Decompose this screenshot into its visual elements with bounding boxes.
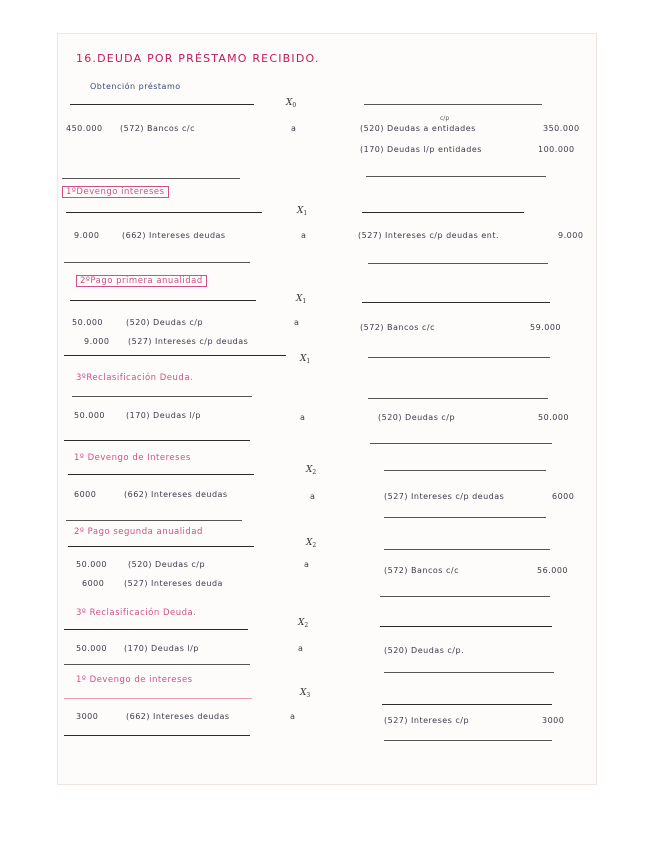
credit-amount: 9.000 [558, 231, 584, 240]
credit-account: (572) Bancos c/c [360, 323, 436, 332]
connector-a: a [301, 231, 307, 240]
section-heading: 2ºPago primera anualidad [76, 276, 207, 286]
debit-account: (572) Bancos c/c [120, 124, 196, 133]
rule-line [362, 302, 550, 303]
section-heading: 3ºReclasificación Deuda. [76, 373, 194, 383]
entry-mark: $X_0$ [286, 98, 297, 109]
credit-account: (527) Intereses c/p [384, 716, 470, 725]
rule-line [370, 443, 552, 444]
debit-amount: 6000 [74, 490, 97, 499]
debit-account: (520) Deudas c/p [126, 318, 204, 327]
rule-line [68, 474, 254, 475]
connector-a: a [291, 124, 297, 133]
credit-amount: 3000 [542, 716, 565, 725]
rule-line [362, 212, 524, 213]
debit-amount: 450.000 [66, 124, 103, 133]
debit-amount: 9.000 [74, 231, 100, 240]
credit-amount: 100.000 [538, 145, 575, 154]
debit-amount: 6000 [82, 579, 105, 588]
rule-line [64, 629, 248, 630]
rule-line [62, 178, 240, 179]
rule-line [66, 520, 242, 521]
rule-line [64, 262, 250, 263]
connector-a: a [304, 560, 310, 569]
rule-line [72, 396, 252, 397]
rule-line [384, 470, 546, 471]
credit-amount: 350.000 [543, 124, 580, 133]
credit-account: (520) Deudas c/p [378, 413, 456, 422]
debit-amount: 3000 [76, 712, 99, 721]
rule-line [366, 176, 546, 177]
rule-line [64, 664, 250, 665]
credit-account: (527) Intereses c/p deudas ent. [358, 231, 500, 240]
debit-account: (662) Intereses deudas [126, 712, 230, 721]
credit-amount: 56.000 [537, 566, 568, 575]
credit-amount: 59.000 [530, 323, 561, 332]
section-heading: 1º Devengo de intereses [76, 675, 193, 685]
debit-account: (662) Intereses deudas [122, 231, 226, 240]
rule-line [70, 104, 254, 105]
rule-line [384, 740, 552, 741]
debit-account: (662) Intereses deudas [124, 490, 228, 499]
entry-mark: $X_2$ [306, 465, 317, 476]
debit-amount: 50.000 [74, 411, 105, 420]
rule-line [64, 440, 250, 441]
rule-line [382, 704, 552, 705]
rule-line [66, 212, 262, 213]
credit-account: (520) Deudas c/p. [384, 646, 465, 655]
section-heading: 3º Reclasificación Deuda. [76, 608, 197, 618]
rule-line [68, 546, 254, 547]
section-heading: Obtención préstamo [90, 82, 181, 91]
credit-amount: 50.000 [538, 413, 569, 422]
rule-line [380, 596, 550, 597]
section-heading: 1ºDevengo intereses [62, 187, 169, 197]
debit-amount: 9.000 [84, 337, 110, 346]
credit-account: (520) Deudas a entidades [360, 124, 476, 133]
rule-line [368, 398, 548, 399]
section-heading: 1º Devengo de Intereses [74, 453, 191, 463]
rule-line [368, 263, 548, 264]
credit-account: (170) Deudas l/p entidades [360, 145, 482, 154]
connector-a: a [310, 492, 316, 501]
debit-amount: 50.000 [76, 560, 107, 569]
credit-amount: 6000 [552, 492, 575, 501]
debit-account: (527) Intereses c/p deudas [128, 337, 249, 346]
debit-account: (170) Deudas l/p [126, 411, 201, 420]
entry-mark: $X_2$ [298, 618, 309, 629]
credit-superscript: c/p [440, 115, 450, 122]
entry-mark: $X_3$ [300, 688, 311, 699]
rule-line [64, 698, 252, 699]
debit-account: (527) Intereses deuda [124, 579, 223, 588]
connector-a: a [294, 318, 300, 327]
rule-line [64, 355, 286, 356]
debit-account: (520) Deudas c/p [128, 560, 206, 569]
connector-a: a [300, 413, 306, 422]
section-heading: 2º Pago segunda anualidad [74, 527, 203, 537]
entry-mark: $X_2$ [306, 538, 317, 549]
rule-line [70, 300, 256, 301]
rule-line [384, 549, 550, 550]
page-title: 16.DEUDA POR PRÉSTAMO RECIBIDO. [76, 52, 320, 65]
debit-amount: 50.000 [72, 318, 103, 327]
connector-a: a [290, 712, 296, 721]
debit-account: (170) Deudas l/p [124, 644, 199, 653]
credit-account: (572) Bancos c/c [384, 566, 460, 575]
entry-mark: $X_1$ [297, 206, 308, 217]
debit-amount: 50.000 [76, 644, 107, 653]
entry-mark: $X_1$ [296, 294, 307, 305]
credit-account: (527) Intereses c/p deudas [384, 492, 505, 501]
rule-line [368, 357, 550, 358]
rule-line [384, 672, 554, 673]
rule-line [364, 104, 542, 105]
rule-line [384, 517, 546, 518]
rule-line [64, 735, 250, 736]
connector-a: a [298, 644, 304, 653]
rule-line [380, 626, 552, 627]
entry-mark: $X_1$ [300, 354, 311, 365]
